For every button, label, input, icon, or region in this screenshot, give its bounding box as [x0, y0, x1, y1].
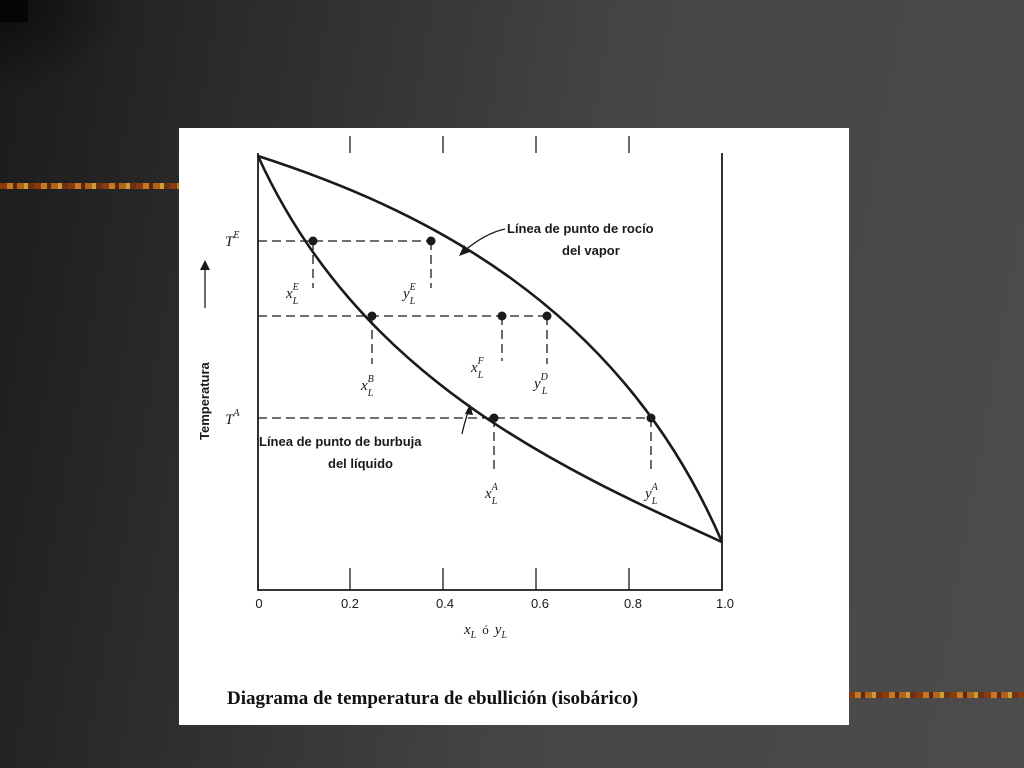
x-tick-label: 0.2 [340, 596, 360, 611]
decorative-stripe-right [848, 692, 1024, 698]
x-tick-label: 0.4 [435, 596, 455, 611]
label-xe: $x^E$ L [286, 282, 299, 307]
point-ya [647, 414, 656, 423]
diagram-caption: Diagrama de temperatura de ebullición (isobárico) [227, 688, 639, 709]
point-yd [543, 312, 552, 321]
dew-pointer-line [463, 229, 505, 252]
x-axis-title: $x_L$ ó $y_L$ [464, 622, 507, 641]
plot-frame [258, 153, 722, 590]
bubble-line-annotation-2: del líquido [328, 456, 393, 471]
bottom-ticks [350, 568, 629, 590]
y-axis-title: Temperatura [197, 362, 212, 440]
diagram-image [179, 128, 849, 725]
label-xb: $x^B$ L [361, 374, 374, 399]
bubble-line-annotation-1: Línea de punto de burbuja [259, 434, 422, 449]
label-t-a: $T^A$ [225, 408, 240, 428]
x-tick-label: 0.6 [530, 596, 550, 611]
dew-line-annotation-1: Línea de punto de rocío [507, 221, 654, 236]
x-tick-label: 1.0 [715, 596, 735, 611]
point-xa [490, 414, 499, 423]
label-t-e: $T^E$ [225, 230, 240, 250]
label-ya: $y^A$ L [645, 482, 658, 507]
marker-points [309, 237, 656, 423]
point-xf [498, 312, 507, 321]
point-ye [427, 237, 436, 246]
y-axis-arrow-icon [200, 260, 210, 270]
label-yd: $y^D$ L [534, 372, 548, 397]
boiling-point-diagram [179, 128, 849, 725]
point-xb [368, 312, 377, 321]
x-tick-label: 0 [255, 596, 263, 611]
top-ticks [350, 136, 629, 153]
x-tick-label: 0.8 [623, 596, 643, 611]
x-tick-labels [255, 596, 734, 611]
corner-block [0, 0, 28, 22]
point-xe [309, 237, 318, 246]
label-xf: $x^F$ L [471, 356, 484, 381]
label-ye: $y^E$ L [403, 282, 416, 307]
label-xa: $x^A$ L [485, 482, 498, 507]
decorative-stripe-left [0, 183, 180, 189]
dew-line-annotation-2: del vapor [562, 243, 620, 258]
